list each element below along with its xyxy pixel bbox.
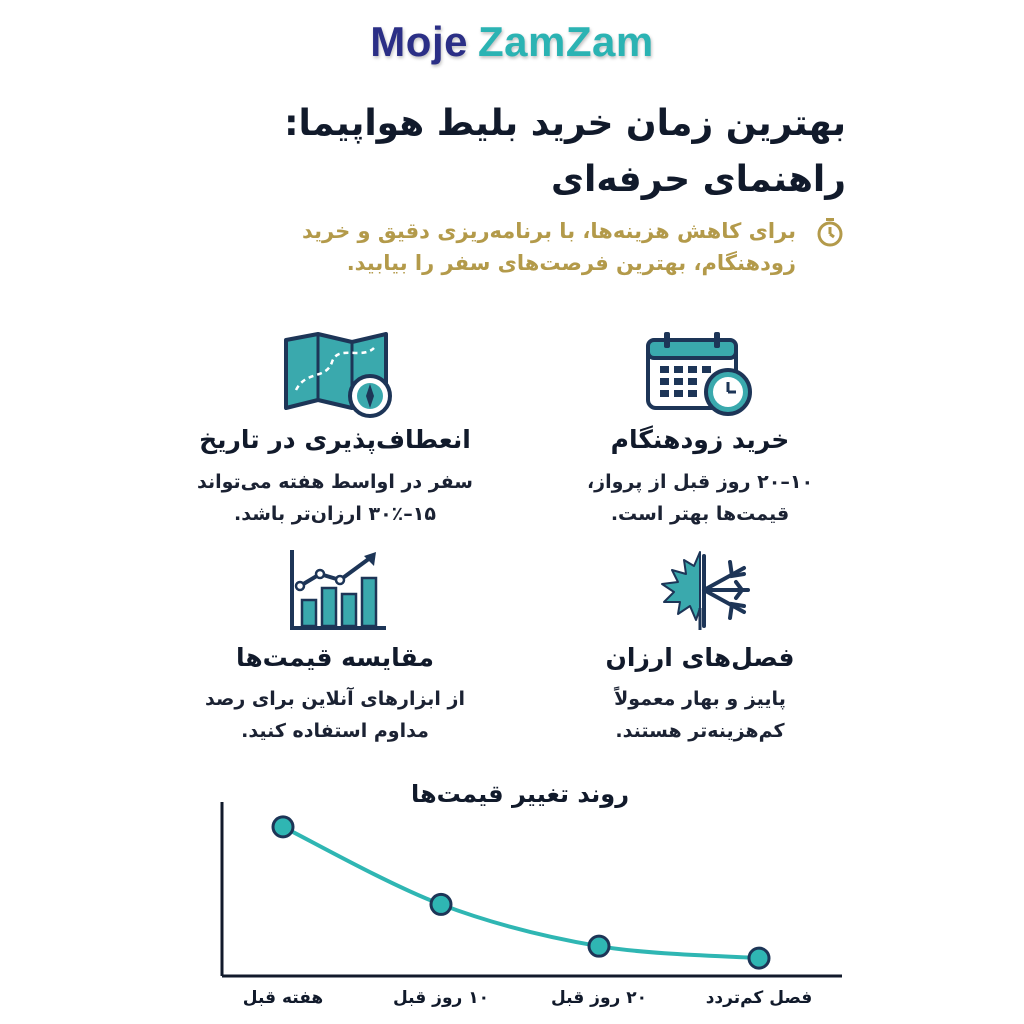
leaf-snowflake-icon: [648, 548, 752, 632]
data-point: [749, 948, 769, 968]
tip-text-cheap-seasons: [520, 683, 880, 747]
data-point: [589, 936, 609, 956]
tip-title-early-booking: خرید زودهنگام: [610, 425, 790, 454]
tip-title-cheap-seasons: فصل‌های ارزان: [605, 643, 795, 672]
data-point: [431, 894, 451, 914]
price-trend-chart: [0, 790, 1024, 1024]
map-compass-icon: [282, 330, 398, 418]
bar-chart-trend-icon: [286, 548, 390, 632]
price-trend-line: [283, 827, 759, 958]
page-title: [146, 96, 846, 208]
tip-title-compare-prices: مقایسه قیمت‌ها: [235, 643, 435, 672]
title-line2: راهنمای حرفه‌ای: [551, 159, 846, 200]
chart-title: روند تغییر قیمت‌ها: [410, 780, 630, 808]
x-tick-label: ۲۰ روز قبل: [551, 988, 647, 1008]
tip-text-early-booking: [520, 466, 880, 530]
brand-part1: Moje: [370, 18, 468, 65]
x-tick-label: فصل کم‌تردد: [705, 988, 813, 1008]
tip-text-line: سفر در اواسط هفته می‌تواند: [197, 471, 473, 493]
data-point: [273, 817, 293, 837]
subtitle-line2: زودهنگام، بهترین فرصت‌های سفر را بیابید.: [346, 251, 796, 275]
tip-text-flexible-dates: [155, 466, 515, 530]
subtitle-line1: برای کاهش هزینه‌ها، با برنامه‌ریزی دقیق و خرید: [302, 219, 796, 243]
brand-part2: ZamZam: [477, 18, 654, 65]
stopwatch-icon: [814, 216, 846, 248]
brand-logo: [0, 18, 1024, 66]
calendar-clock-icon: [640, 330, 760, 418]
title-line1: بهترین زمان خرید بلیط هواپیما:: [284, 103, 846, 144]
tip-text-line: قیمت‌ها بهتر است.: [610, 503, 790, 525]
tip-text-line: ۱۰–۲۰ روز قبل از پرواز،: [586, 471, 814, 493]
tip-title-flexible-dates: انعطاف‌پذیری در تاریخ: [199, 425, 471, 454]
subtitle: [236, 215, 796, 279]
x-tick-label: هفته قبل: [242, 988, 324, 1008]
tip-text-line: پاییز و بهار معمولاً: [614, 688, 786, 710]
tip-text-line: ۱۵–۳۰٪ ارزان‌تر باشد.: [234, 503, 436, 525]
x-tick-label: ۱۰ روز قبل: [393, 988, 489, 1008]
tip-text-line: مداوم استفاده کنید.: [241, 720, 429, 742]
tip-text-compare-prices: [155, 683, 515, 747]
tip-text-line: از ابزارهای آنلاین برای رصد: [204, 688, 465, 710]
tip-text-line: کم‌هزینه‌تر هستند.: [615, 720, 785, 742]
